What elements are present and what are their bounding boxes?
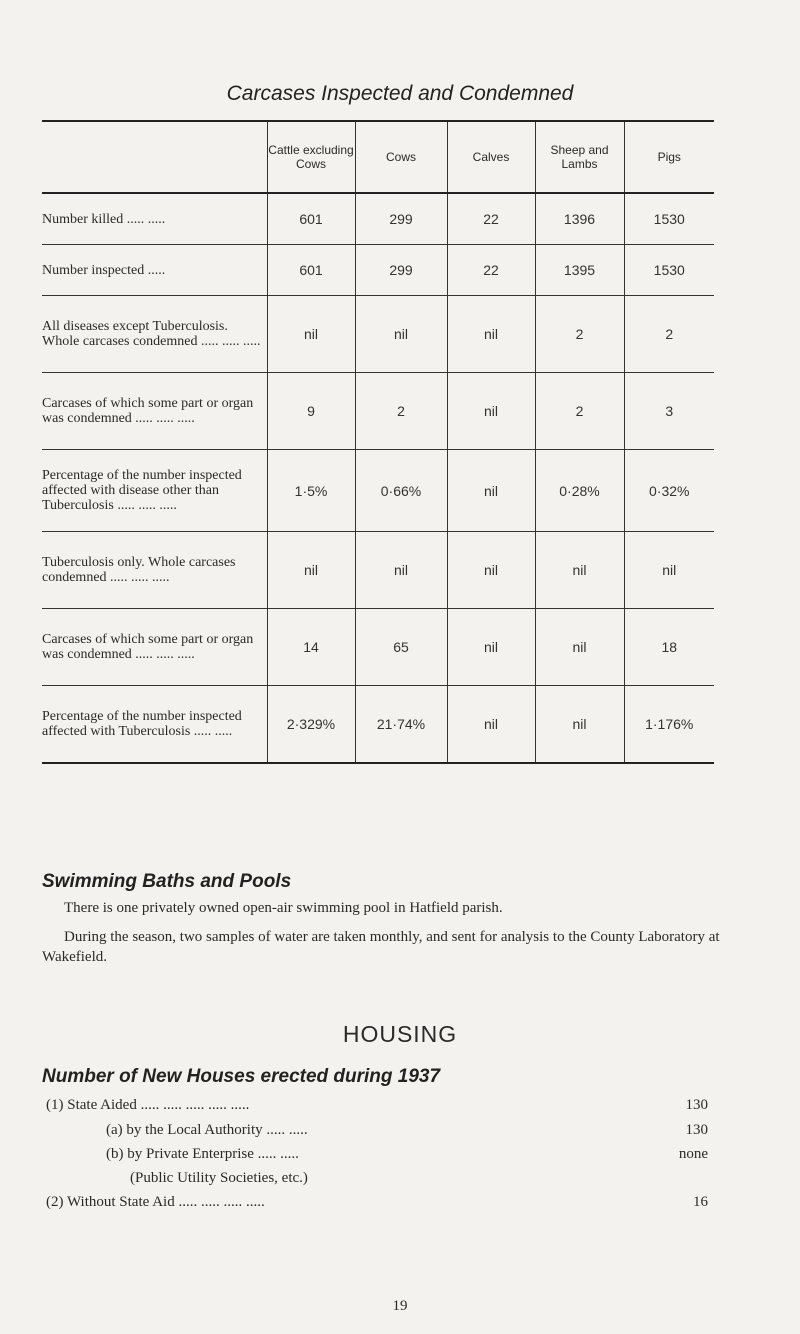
swimming-heading: Swimming Baths and Pools [42, 871, 292, 892]
table-cell: 0·32% [624, 450, 714, 532]
table-row [42, 532, 714, 609]
header-pigs: Pigs [624, 121, 714, 193]
table-cell: 1530 [624, 245, 714, 296]
row-label: Carcases of which some part or organ was condemned ..... ..... ..... [42, 609, 267, 686]
table-cell: nil [355, 296, 447, 373]
table-cell: nil [447, 296, 535, 373]
table-cell: 14 [267, 609, 355, 686]
table-cell: 9 [267, 373, 355, 450]
row-label: Number inspected ..... [42, 245, 267, 296]
table-cell: nil [447, 686, 535, 764]
table-row [42, 373, 714, 450]
table-cell: 0·28% [535, 450, 624, 532]
table-cell: 1·5% [267, 450, 355, 532]
row-label: All diseases except Tuberculosis. Whole carcases condemned ..... ..... ..... [42, 296, 267, 373]
housing-item-label: (Public Utility Societies, etc.) [130, 1170, 308, 1186]
swimming-paragraph-1: There is one privately owned open-air swimming pool in Hatfield parish. [64, 900, 503, 916]
header-calves: Calves [447, 121, 535, 193]
row-label: Tuberculosis only. Whole carcases condemned ..... ..... ..... [42, 532, 267, 609]
table-cell: nil [535, 686, 624, 764]
swimming-paragraph-2: During the season, two samples of water are taken monthly, and sent for analysis to the County Laboratory at Wakefield. [42, 929, 720, 965]
housing-item-label: (1) State Aided ..... ..... ..... ..... ..... [46, 1097, 250, 1113]
table-cell: 21·74% [355, 686, 447, 764]
table-cell: nil [535, 609, 624, 686]
table-cell: nil [535, 532, 624, 609]
page-number: 19 [392, 1298, 408, 1314]
table-cell: nil [267, 296, 355, 373]
table-row [42, 609, 714, 686]
housing-item-label: (b) by Private Enterprise ..... ..... [106, 1146, 299, 1162]
table-cell: nil [624, 532, 714, 609]
table-cell: 1530 [624, 193, 714, 245]
header-cattle: Cattle excluding Cows [267, 121, 355, 193]
table-cell: nil [447, 450, 535, 532]
row-label: Number killed ..... ..... [42, 193, 267, 245]
header-blank [42, 121, 267, 193]
table-cell: 0·66% [355, 450, 447, 532]
table-cell: 2 [535, 373, 624, 450]
table-cell: 22 [447, 245, 535, 296]
table-cell: 65 [355, 609, 447, 686]
table-cell: nil [267, 532, 355, 609]
table-row [42, 296, 714, 373]
table-cell: 299 [355, 245, 447, 296]
housing-item-value: 16 [693, 1194, 708, 1210]
table-cell: nil [447, 532, 535, 609]
housing-subheading: Number of New Houses erected during 1937 [42, 1066, 441, 1087]
table-cell: nil [447, 373, 535, 450]
table-row [42, 193, 714, 245]
table-header-row [42, 121, 714, 193]
table-row [42, 245, 714, 296]
table-cell: 299 [355, 193, 447, 245]
housing-item-value: none [678, 1146, 708, 1162]
table-cell: 1395 [535, 245, 624, 296]
header-sheep: Sheep and Lambs [535, 121, 624, 193]
table-cell: 2 [624, 296, 714, 373]
page-title: Carcases Inspected and Condemned [226, 82, 574, 105]
carcases-table [42, 120, 714, 764]
housing-title: HOUSING [342, 1021, 458, 1047]
table-cell: 3 [624, 373, 714, 450]
table-cell: 2 [355, 373, 447, 450]
table-row [42, 686, 714, 764]
table-cell: nil [447, 609, 535, 686]
row-label: Percentage of the number inspected affected with disease other than Tuberculosis ..... ..... ..... [42, 450, 267, 532]
row-label: Carcases of which some part or organ was condemned ..... ..... ..... [42, 373, 267, 450]
table-cell: 22 [447, 193, 535, 245]
table-cell: nil [355, 532, 447, 609]
housing-item-value: 130 [685, 1122, 708, 1138]
row-label: Percentage of the number inspected affected with Tuberculosis ..... ..... [42, 686, 267, 764]
table-cell: 601 [267, 245, 355, 296]
table-row [42, 450, 714, 532]
housing-item-label: (2) Without State Aid ..... ..... ..... ..... [46, 1194, 265, 1210]
housing-item-label: (a) by the Local Authority ..... ..... [106, 1122, 308, 1138]
header-cows: Cows [355, 121, 447, 193]
housing-item-value: 130 [685, 1097, 708, 1113]
table-cell: 1396 [535, 193, 624, 245]
table-cell: 601 [267, 193, 355, 245]
table-cell: 2·329% [267, 686, 355, 764]
table-cell: 18 [624, 609, 714, 686]
table-cell: 1·176% [624, 686, 714, 764]
table-cell: 2 [535, 296, 624, 373]
